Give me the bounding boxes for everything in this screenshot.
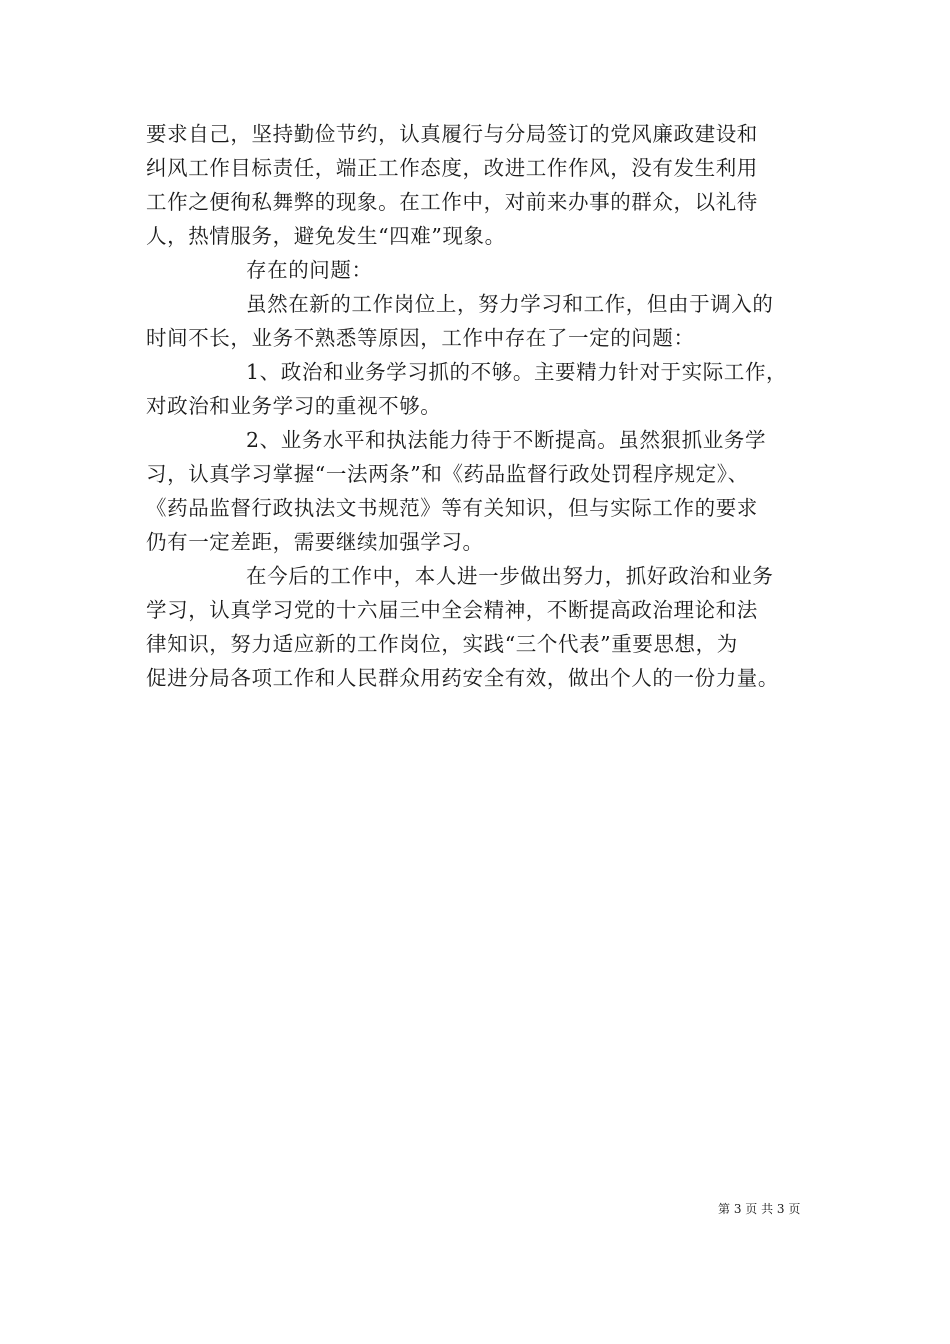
text-line: 《药品监督行政执法文书规范》等有关知识，但与实际工作的要求	[146, 496, 758, 520]
section-heading: 存在的问题：	[246, 258, 373, 282]
list-item-1: 1、政治和业务学习抓的不够。主要精力针对于实际工作，	[246, 360, 788, 384]
text-line: 纠风工作目标责任，端正工作态度，改进工作作风，没有发生利用	[146, 156, 758, 180]
text-line: 仍有一定差距，需要继续加强学习。	[146, 530, 484, 554]
text-line: 习，认真学习掌握“一法两条”和《药品监督行政处罚程序规定》、	[146, 462, 749, 486]
text-line: 律知识，努力适应新的工作岗位，实践“三个代表”重要思想，为	[146, 632, 738, 656]
text-line: 对政治和业务学习的重视不够。	[146, 394, 442, 418]
text-line: 虽然在新的工作岗位上，努力学习和工作，但由于调入的	[246, 292, 774, 316]
text-line: 学习，认真学习党的十六届三中全会精神，不断提高政治理论和法	[146, 598, 758, 622]
text-line: 人，热情服务，避免发生“四难”现象。	[146, 224, 506, 248]
text-line: 在今后的工作中，本人进一步做出努力，抓好政治和业务	[246, 564, 774, 588]
text-line: 工作之便徇私舞弊的现象。在工作中，对前来办事的群众，以礼待	[146, 190, 758, 214]
document-body	[146, 117, 836, 695]
text-line: 时间不长，业务不熟悉等原因，工作中存在了一定的问题：	[146, 326, 695, 350]
text-line: 促进分局各项工作和人民群众用药安全有效，做出个人的一份力量。	[146, 666, 779, 690]
page-number: 第 3 页 共 3 页	[718, 1202, 801, 1216]
list-item-2: 2、业务水平和执法能力待于不断提高。虽然狠抓业务学	[246, 428, 767, 452]
text-line: 要求自己，坚持勤俭节约，认真履行与分局签订的党风廉政建设和	[146, 122, 758, 146]
